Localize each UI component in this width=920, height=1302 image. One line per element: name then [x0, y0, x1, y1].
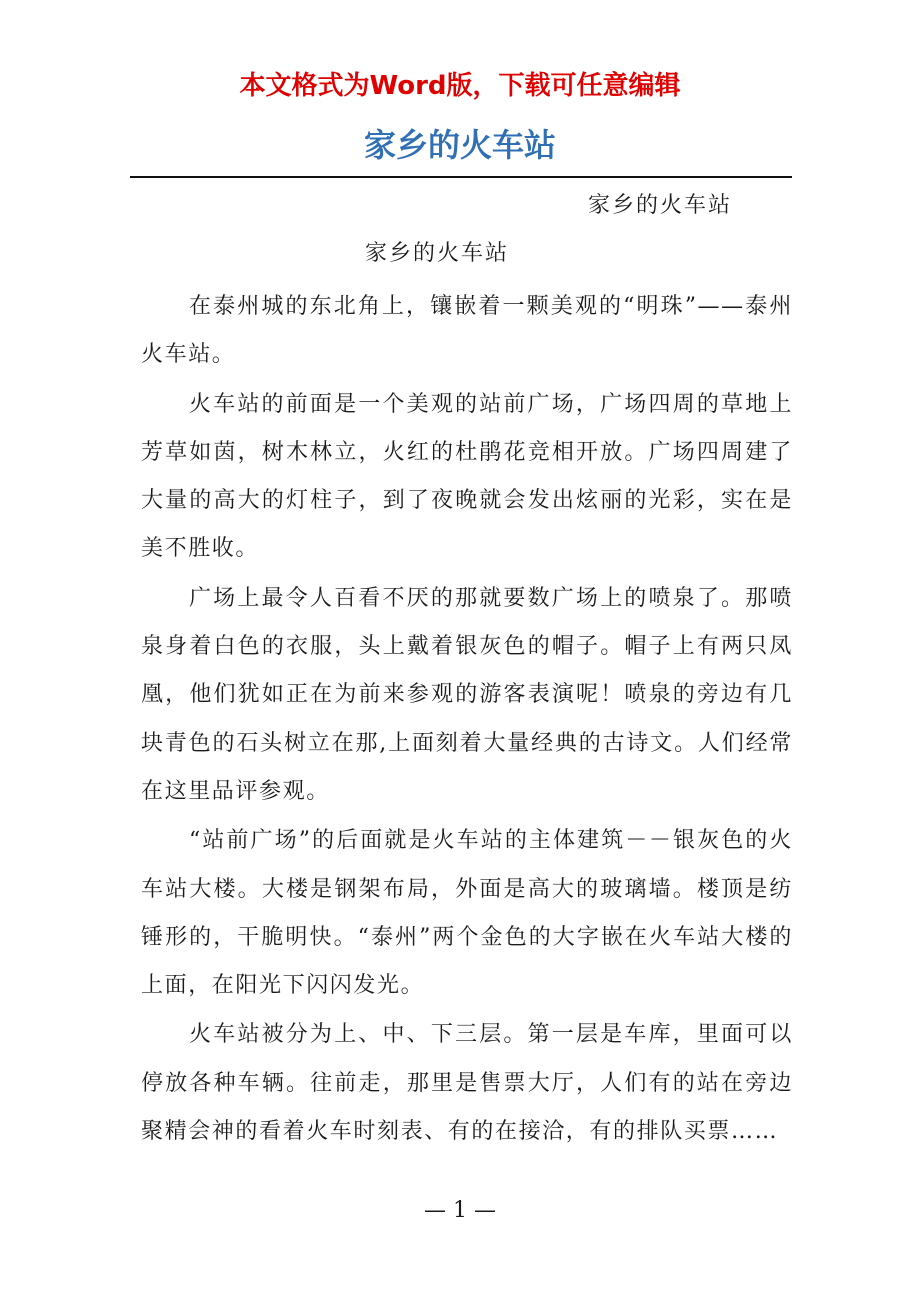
paragraph: “站前广场”的后面就是火车站的主体建筑－－银灰色的火车站大楼。大楼是钢架布局，外面是高大的玻璃墙。楼顶是纺锤形的，干脆明快。“泰州”两个金色的大字嵌在火车站大楼的上面，在阳光下闪闪发光。 [141, 828, 793, 999]
header-divider [130, 176, 792, 178]
paragraph: 火车站被分为上、中、下三层。第一层是车库，里面可以停放各种车辆。往前走，那里是售票大厅，人们有的站在旁边聚精会神的看着火车时刻表、有的在接洽，有的排队买票…… [141, 1022, 793, 1145]
download-banner: 本文格式为Word版，下载可任意编辑 [239, 71, 681, 101]
paragraph: 在泰州城的东北角上，镶嵌着一颗美观的“明珠”——泰州火车站。 [141, 294, 793, 368]
document-body [141, 283, 793, 1157]
paragraph: 广场上最令人百看不厌的那就要数广场上的喷泉了。那喷泉身着白色的衣服，头上戴着银灰色的帽子。帽子上有两只凤凰，他们犹如正在为前来参观的游客表演呢！喷泉的旁边有几块青色的石头树立在那,上面刻着大量经典的古诗文。人们经常在这里品评参观。 [141, 585, 793, 804]
paragraph: 火车站的前面是一个美观的站前广场，广场四周的草地上芳草如茵，树木林立，火红的杜鹃花竞相开放。广场四周建了大量的高大的灯柱子，到了夜晚就会发出炫丽的光彩，实在是美不胜收。 [141, 391, 793, 562]
page-title: 家乡的火车站 [363, 126, 556, 164]
document-title: 家乡的火车站 [364, 241, 509, 266]
page-number: — 1 — [424, 1198, 496, 1223]
header-title: 家乡的火车站 [587, 193, 732, 218]
